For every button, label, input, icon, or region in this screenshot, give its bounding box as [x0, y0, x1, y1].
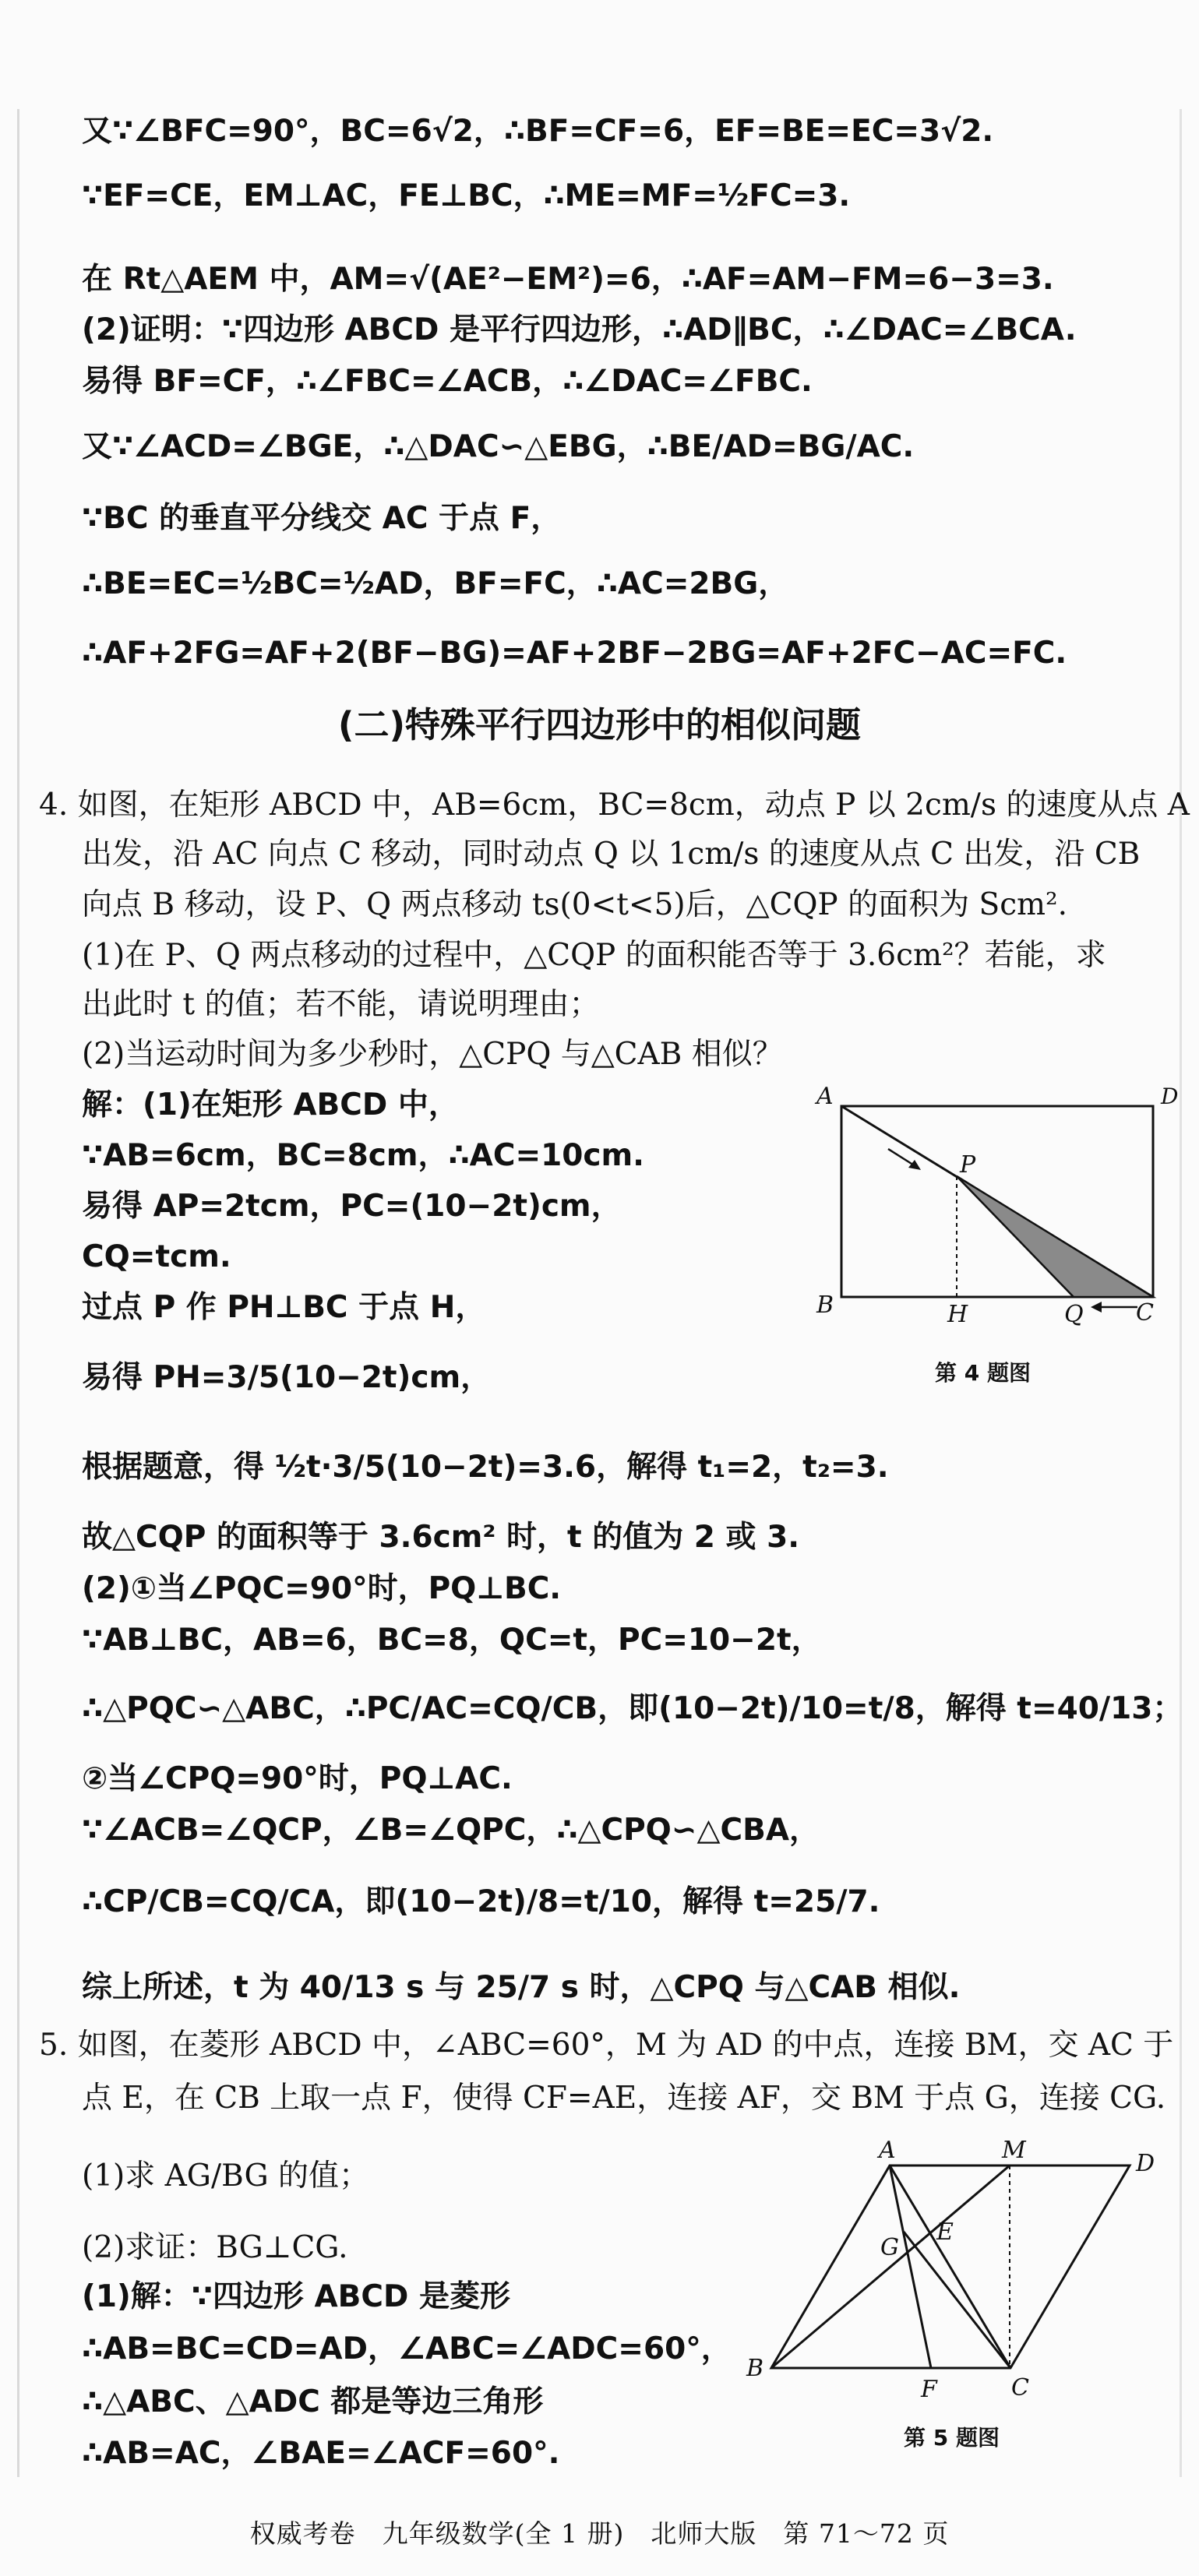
label-d: D	[1161, 1084, 1179, 1109]
problem-4-statement: 4. 如图，在矩形 ABCD 中，AB=6cm，BC=8cm，动点 P 以 2cm/s 的速度从点 A	[39, 788, 1190, 823]
label-b: B	[816, 1292, 834, 1319]
segment-af	[890, 2165, 931, 2368]
solution-line: ∵BC 的垂直平分线交 AC 于点 F，	[82, 501, 562, 536]
solution-line: 综上所述，t 为 40/13 s 与 25/7 s 时，△CPQ 与△CAB 相似.	[82, 1970, 961, 2005]
solution-line: ∵AB⊥BC，AB=6，BC=8，QC=t，PC=10−2t，	[82, 1623, 822, 1658]
figure-4-diagram	[802, 1083, 1179, 1383]
segment-gc	[904, 2232, 1010, 2368]
page-edge-right	[1180, 109, 1182, 2477]
solution-line: 又∵∠ACD=∠BGE，∴△DAC∽△EBG，∴BE/AD=BG/AC.	[82, 429, 915, 464]
problem-5-statement: 点 E，在 CB 上取一点 F，使得 CF=AE，连接 AF，交 BM 于点 G，连接 CG.	[82, 2081, 1166, 2116]
problem-5-statement: 5. 如图，在菱形 ABCD 中，∠ABC=60°，M 为 AD 的中点，连接 BM，交 AC 于	[39, 2028, 1174, 2063]
solution-line: ∵∠ACB=∠QCP，∠B=∠QPC，∴△CPQ∽△CBA，	[82, 1813, 820, 1848]
page-footer: 权威考卷 九年级数学(全 1 册) 北师大版 第 71～72 页	[249, 2518, 950, 2549]
solution-line: ∵EF=CE，EM⊥AC，FE⊥BC，∴ME=MF=½FC=3.	[82, 178, 851, 213]
solution-line: CQ=tcm.	[82, 1239, 231, 1274]
solution-line: 根据题意，得 ½t·3/5(10−2t)=3.6，解得 t₁=2，t₂=3.	[82, 1450, 889, 1485]
label-d: D	[1136, 2150, 1155, 2177]
solution-line: 过点 P 作 PH⊥BC 于点 H，	[82, 1290, 486, 1325]
label-a: A	[879, 2137, 896, 2164]
solution-line: 易得 PH=3/5(10−2t)cm，	[82, 1360, 492, 1395]
label-g: G	[880, 2234, 899, 2261]
problem-4-question: 出此时 t 的值；若不能，请说明理由；	[82, 987, 600, 1022]
solution-line: 解：(1)在矩形 ABCD 中，	[82, 1087, 459, 1122]
solution-line: 在 Rt△AEM 中，AM=√(AE²−EM²)=6，∴AF=AM−FM=6−3=3.	[82, 262, 1054, 297]
solution-line: 易得 AP=2tcm，PC=(10−2t)cm，	[82, 1189, 622, 1224]
problem-4-statement: 向点 B 移动，设 P、Q 两点移动 ts(0<t<5)后，△CQP 的面积为 Scm².	[82, 887, 1068, 922]
label-e: E	[936, 2218, 954, 2246]
solution-line: ∴AF+2FG=AF+2(BF−BG)=AF+2BF−2BG=AF+2FC−AC=FC.	[82, 636, 1067, 671]
segment-bm	[771, 2165, 1010, 2368]
figure-4-caption: 第 4 题图	[935, 1360, 1031, 1386]
problem-5-question: (1)求 AG/BG 的值；	[82, 2158, 370, 2194]
triangle-cqp	[957, 1176, 1153, 1297]
arrow-head	[1091, 1302, 1102, 1313]
solution-line: (2)①当∠PQC=90°时，PQ⊥BC.	[82, 1571, 562, 1606]
solution-line: ∴AB=AC，∠BAE=∠ACF=60°.	[82, 2436, 560, 2471]
solution-line: 又∵∠BFC=90°，BC=6√2，∴BF=CF=6，EF=BE=EC=3√2.	[82, 114, 994, 149]
solution-line: (2)证明：∵四边形 ABCD 是平行四边形，∴AD∥BC，∴∠DAC=∠BCA.	[82, 312, 1077, 347]
label-h: H	[947, 1301, 968, 1328]
solution-line: 易得 BF=CF，∴∠FBC=∠ACB，∴∠DAC=∠FBC.	[82, 364, 813, 399]
problem-4-statement: 出发，沿 AC 向点 C 移动，同时动点 Q 以 1cm/s 的速度从点 C 出发，沿 CB	[82, 837, 1141, 872]
label-f: F	[921, 2376, 937, 2403]
solution-line: ∴CP/CB=CQ/CA，即(10−2t)/8=t/10，解得 t=25/7.	[82, 1884, 880, 1919]
label-q: Q	[1064, 1301, 1084, 1328]
section-heading: (二)特殊平行四边形中的相似问题	[337, 704, 862, 745]
solution-line: 故△CQP 的面积等于 3.6cm² 时，t 的值为 2 或 3.	[82, 1520, 800, 1555]
arrow-head	[908, 1160, 921, 1170]
label-m: M	[1002, 2137, 1026, 2164]
solution-line: ∴△ABC、△ADC 都是等边三角形	[82, 2384, 544, 2419]
figure-5-caption: 第 5 题图	[904, 2425, 1000, 2451]
solution-line: ∴BE=EC=½BC=½AD，BF=FC，∴AC=2BG，	[82, 566, 789, 601]
solution-line: (1)解：∵四边形 ABCD 是菱形	[82, 2279, 510, 2314]
problem-4-question: (2)当运动时间为多少秒时，△CPQ 与△CAB 相似？	[82, 1037, 783, 1072]
problem-4-question: (1)在 P、Q 两点移动的过程中，△CQP 的面积能否等于 3.6cm²？若能，求	[82, 938, 1106, 973]
diagonal-ac	[890, 2165, 1010, 2368]
solution-line: ∴AB=BC=CD=AD，∠ABC=∠ADC=60°，	[82, 2331, 732, 2366]
figure-5-diagram	[740, 2130, 1161, 2403]
label-a: A	[816, 1083, 834, 1110]
solution-line: ∴△PQC∽△ABC，∴PC/AC=CQ/CB，即(10−2t)/10=t/8，解得 t=40/13；	[82, 1691, 1183, 1726]
label-p: P	[960, 1151, 976, 1179]
label-b: B	[746, 2355, 764, 2382]
label-c: C	[1136, 1299, 1154, 1327]
problem-5-question: (2)求证：BG⊥CG.	[82, 2230, 348, 2265]
solution-line: ∵AB=6cm，BC=8cm，∴AC=10cm.	[82, 1138, 644, 1173]
solution-line: ②当∠CPQ=90°时，PQ⊥AC.	[82, 1761, 513, 1796]
label-c: C	[1011, 2374, 1029, 2402]
page-edge-left	[17, 109, 19, 2477]
